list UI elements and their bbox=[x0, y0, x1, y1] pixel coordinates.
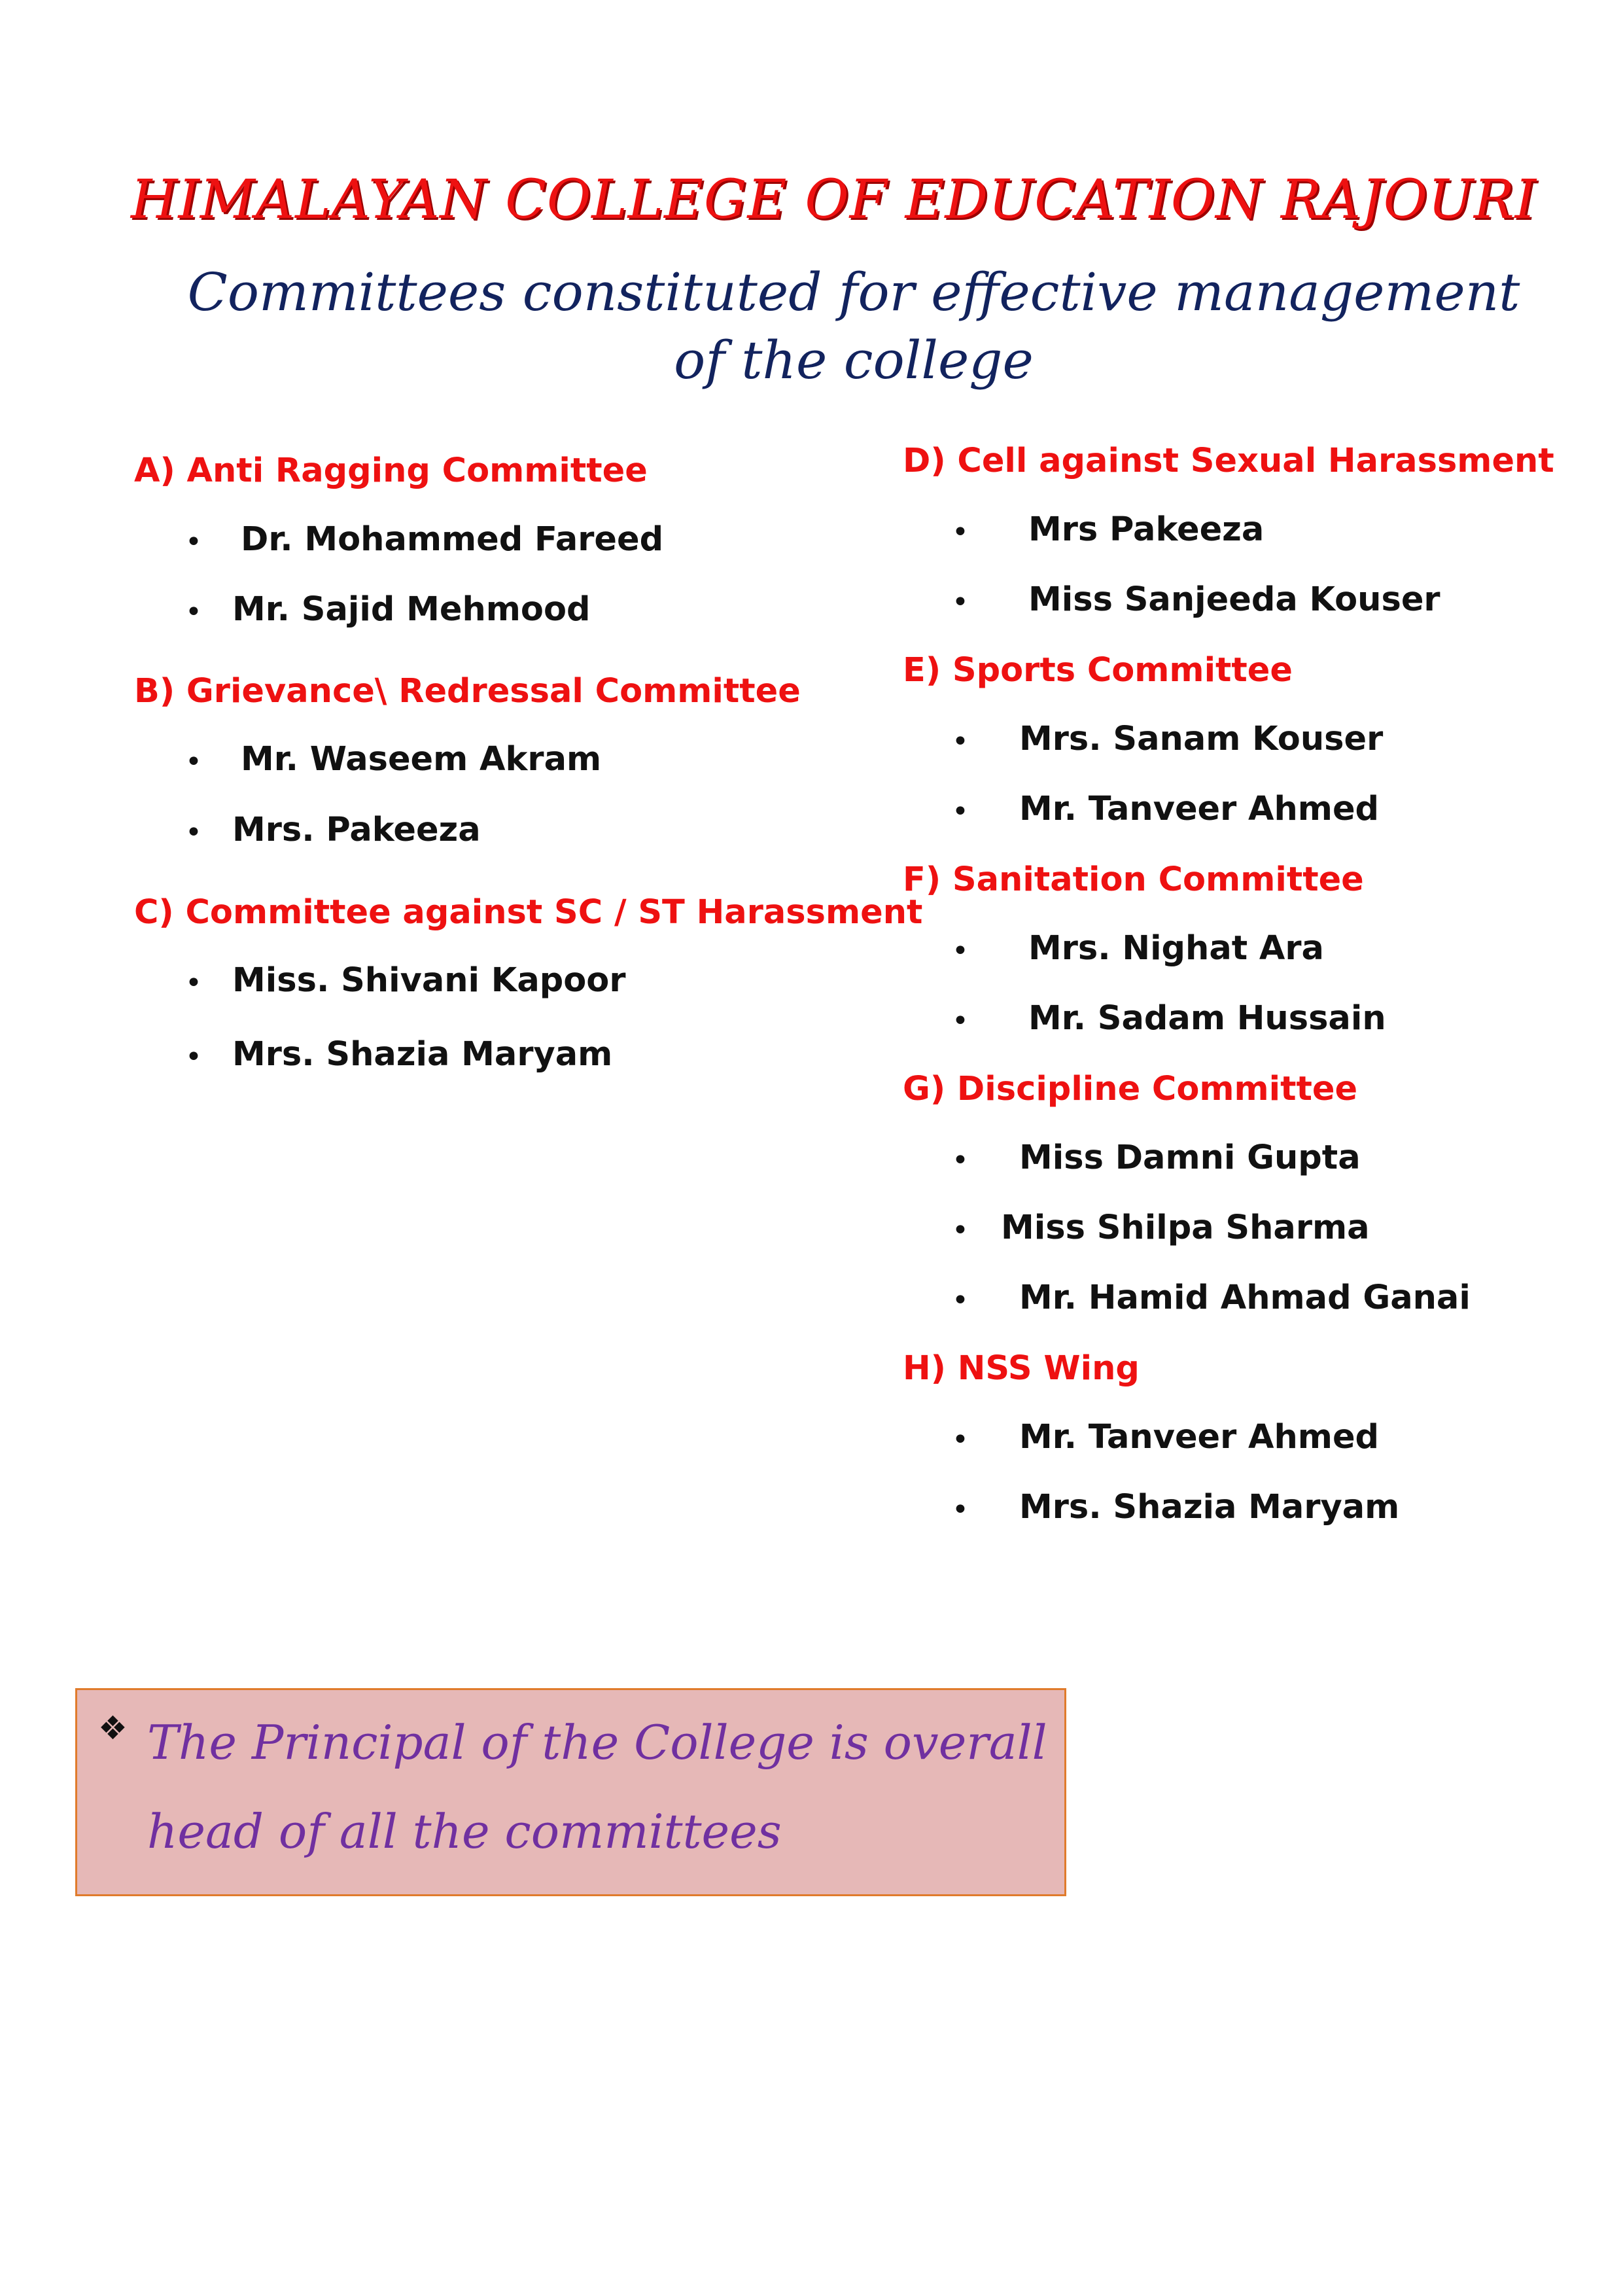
bullet-icon: • bbox=[952, 934, 969, 968]
bullet-icon: • bbox=[185, 816, 202, 849]
committee-heading-e: E) Sports Committee bbox=[903, 651, 1293, 690]
committee-member: Miss Sanjeeda Kouser bbox=[1028, 580, 1440, 619]
page-subtitle: Committees constituted for effective management of the college bbox=[187, 262, 1520, 391]
committee-heading-b: B) Grievance\ Redressal Committee bbox=[134, 672, 801, 711]
bullet-icon: • bbox=[952, 725, 969, 758]
committee-member: Mr. Sadam Hussain bbox=[1028, 999, 1386, 1038]
bullet-icon: • bbox=[185, 525, 202, 559]
committee-member: Mr. Sajid Mehmood bbox=[232, 590, 591, 629]
committee-heading-a: A) Anti Ragging Committee bbox=[134, 451, 648, 490]
committee-heading-h: H) NSS Wing bbox=[903, 1349, 1140, 1388]
bullet-icon: • bbox=[952, 1144, 969, 1177]
committee-member: Dr. Mohammed Fareed bbox=[241, 520, 664, 559]
committee-member: Mr. Hamid Ahmad Ganai bbox=[1019, 1279, 1471, 1317]
principal-note-text: The Principal of the College is overall head of all the committees bbox=[147, 1715, 1047, 1859]
diamond-bullet-icon: ❖ bbox=[98, 1709, 128, 1747]
bullet-icon: • bbox=[952, 1493, 969, 1527]
college-title: HIMALAYAN COLLEGE OF EDUCATION RAJOURI bbox=[131, 169, 1537, 231]
bullet-icon: • bbox=[952, 1423, 969, 1457]
committee-member: Mr. Tanveer Ahmed bbox=[1019, 1418, 1380, 1457]
committee-member: Miss Damni Gupta bbox=[1019, 1139, 1361, 1177]
bullet-icon: • bbox=[952, 1214, 969, 1247]
committee-heading-c: C) Committee against SC / ST Harassment bbox=[134, 893, 923, 932]
committee-member: Mrs. Shazia Maryam bbox=[1019, 1488, 1400, 1527]
committee-member: Miss Shilpa Sharma bbox=[1001, 1209, 1370, 1247]
committee-heading-g: G) Discipline Committee bbox=[903, 1070, 1358, 1108]
bullet-icon: • bbox=[952, 1004, 969, 1038]
bullet-icon: • bbox=[185, 966, 202, 1000]
bullet-icon: • bbox=[952, 516, 969, 549]
committee-member: Mrs Pakeeza bbox=[1028, 510, 1265, 549]
committee-member: Mrs. Shazia Maryam bbox=[232, 1035, 613, 1074]
bullet-icon: • bbox=[952, 1284, 969, 1317]
committee-heading-d: D) Cell against Sexual Harassment bbox=[903, 442, 1554, 480]
committee-member: Mr. Tanveer Ahmed bbox=[1019, 790, 1380, 828]
committee-member: Mrs. Pakeeza bbox=[232, 811, 481, 849]
bullet-icon: • bbox=[185, 745, 202, 779]
committee-member: Miss. Shivani Kapoor bbox=[232, 961, 626, 1000]
bullet-icon: • bbox=[952, 586, 969, 619]
committee-member: Mrs. Nighat Ara bbox=[1028, 929, 1324, 968]
bullet-icon: • bbox=[952, 795, 969, 828]
committee-member: Mrs. Sanam Kouser bbox=[1019, 720, 1384, 758]
committee-member: Mr. Waseem Akram bbox=[241, 740, 602, 779]
bullet-icon: • bbox=[185, 1040, 202, 1074]
committee-heading-f: F) Sanitation Committee bbox=[903, 860, 1364, 899]
bullet-icon: • bbox=[185, 595, 202, 629]
